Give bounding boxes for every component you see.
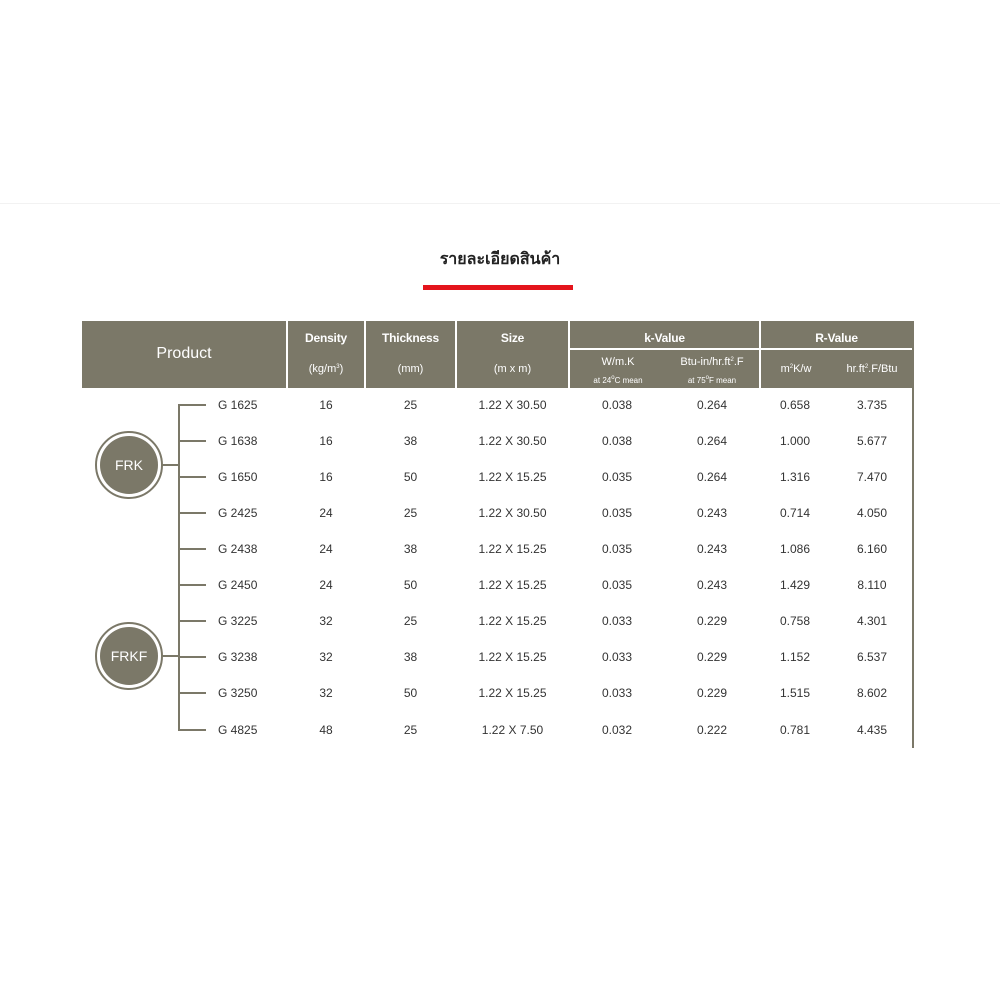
cell-size: 1.22 X 30.50	[478, 434, 547, 448]
cell-k-si: 0.038	[601, 398, 633, 412]
tree-branch	[178, 548, 206, 550]
cell-code: G 2438	[218, 542, 258, 556]
frk-badge-label: FRK	[100, 436, 158, 494]
cell-r-imp: 6.160	[856, 542, 888, 556]
cell-k-imp: 0.243	[696, 506, 728, 520]
header-product: Product	[156, 345, 212, 362]
cell-size: 1.22 X 30.50	[478, 398, 547, 412]
cell-size: 1.22 X 15.25	[478, 650, 547, 664]
tree-trunk	[178, 404, 180, 731]
header-density-unit: $(kg/m^3)$	[308, 363, 344, 375]
cell-size: 1.22 X 15.25	[478, 578, 547, 592]
cell-k-imp: 0.243	[696, 542, 728, 556]
cell-r-imp: 5.677	[856, 434, 888, 448]
cell-thickness: 50	[403, 470, 418, 484]
cell-k-imp: 0.229	[696, 686, 728, 700]
tree-branch	[178, 440, 206, 442]
cell-thickness: 25	[403, 398, 418, 412]
cell-r-imp: 8.110	[857, 578, 887, 592]
cell-k-si: 0.033	[601, 650, 633, 664]
cell-k-imp: 0.264	[696, 470, 728, 484]
cell-code: G 2425	[218, 506, 258, 520]
cell-density: 24	[319, 506, 333, 520]
title-underline	[423, 285, 573, 290]
cell-density: 24	[319, 542, 333, 556]
cell-code: G 1650	[218, 470, 258, 484]
cell-code: G 3238	[218, 650, 258, 664]
tree-branch	[178, 692, 206, 694]
cell-k-si: 0.035	[601, 578, 633, 592]
cell-size: 1.22 X 30.50	[478, 506, 547, 520]
cell-thickness: 38	[403, 542, 418, 556]
cell-r-si: 1.515	[779, 686, 811, 700]
header-r-si: $m^2K/w$	[780, 363, 812, 375]
cell-code: G 1638	[218, 434, 258, 448]
cell-code: G 3250	[218, 686, 258, 700]
cell-code: G 3225	[218, 614, 258, 628]
cell-r-si: 1.000	[779, 434, 811, 448]
cell-thickness: 25	[403, 723, 418, 737]
cell-r-imp: 6.537	[856, 650, 888, 664]
header-k-si: W/m.K	[601, 356, 635, 368]
cell-r-si: 0.714	[779, 506, 811, 520]
cell-k-imp: 0.229	[696, 614, 728, 628]
page-title: รายละเอียดสินค้า	[439, 249, 561, 268]
cell-r-si: 1.086	[779, 542, 811, 556]
header-size: Size	[500, 331, 525, 345]
header-r-imperial: $hr.ft^2.F$/Btu	[846, 363, 898, 375]
cell-k-si: 0.033	[601, 686, 633, 700]
cell-r-si: 0.658	[779, 398, 811, 412]
cell-density: 32	[319, 650, 333, 664]
tree-branch	[178, 729, 206, 731]
header-k-imperial: Btu-$in/hr.ft^2.F$	[680, 356, 744, 368]
cell-thickness: 50	[403, 686, 418, 700]
header-divider	[570, 348, 759, 350]
cell-size: 1.22 X 15.25	[478, 470, 547, 484]
header-k-imperial-note: at 75$^o$F mean	[687, 375, 737, 385]
header-size-unit: (m x m)	[493, 363, 532, 375]
cell-r-imp: 3.735	[856, 398, 888, 412]
cell-r-si: 1.429	[779, 578, 811, 592]
cell-r-si: 0.758	[779, 614, 811, 628]
cell-thickness: 38	[403, 650, 418, 664]
cell-k-imp: 0.229	[696, 650, 728, 664]
cell-code: G 2450	[218, 578, 258, 592]
cell-code: G 1625	[218, 398, 258, 412]
header-thickness: Thickness	[382, 331, 439, 345]
cell-density: 16	[319, 470, 333, 484]
cell-density: 32	[319, 686, 333, 700]
cell-r-imp: 4.301	[856, 614, 888, 628]
cell-size: 1.22 X 7.50	[481, 723, 544, 737]
cell-r-imp: 4.435	[856, 723, 888, 737]
cell-k-si: 0.038	[601, 434, 633, 448]
cell-r-si: 1.316	[779, 470, 811, 484]
cell-thickness: 38	[403, 434, 418, 448]
cell-k-imp: 0.264	[696, 434, 728, 448]
cell-k-imp: 0.243	[696, 578, 728, 592]
cell-k-si: 0.035	[601, 542, 633, 556]
cell-density: 48	[319, 723, 333, 737]
cell-k-si: 0.035	[601, 506, 633, 520]
cell-r-imp: 7.470	[856, 470, 888, 484]
cell-k-si: 0.035	[601, 470, 633, 484]
cell-size: 1.22 X 15.25	[478, 614, 547, 628]
table-right-border	[912, 388, 914, 748]
frkf-badge-label: FRKF	[100, 627, 158, 685]
tree-branch	[178, 620, 206, 622]
cell-density: 16	[319, 398, 333, 412]
cell-k-si: 0.032	[601, 723, 633, 737]
cell-r-si: 1.152	[779, 650, 811, 664]
cell-k-imp: 0.264	[696, 398, 728, 412]
header-k-value: k-Value	[644, 331, 685, 345]
cell-r-imp: 4.050	[856, 506, 888, 520]
cell-thickness: 25	[403, 506, 418, 520]
cell-density: 16	[319, 434, 333, 448]
header-r-value: R-Value	[815, 331, 858, 345]
cell-size: 1.22 X 15.25	[478, 686, 547, 700]
cell-k-imp: 0.222	[696, 723, 728, 737]
tree-branch	[178, 584, 206, 586]
header-divider	[761, 348, 912, 350]
cell-thickness: 25	[403, 614, 418, 628]
tree-branch	[178, 512, 206, 514]
cell-density: 24	[319, 578, 333, 592]
header-thickness-unit: (mm)	[397, 363, 424, 375]
cell-k-si: 0.033	[601, 614, 633, 628]
frk-badge	[95, 431, 163, 499]
header-density: Density	[305, 331, 347, 345]
tree-branch	[178, 476, 206, 478]
tree-branch	[178, 404, 206, 406]
cell-r-si: 0.781	[779, 723, 811, 737]
header-k-si-note: at 24$^o$C mean	[593, 375, 643, 385]
cell-density: 32	[319, 614, 333, 628]
cell-code: G 4825	[218, 723, 258, 737]
cell-size: 1.22 X 15.25	[478, 542, 547, 556]
tree-branch	[178, 656, 206, 658]
top-divider	[0, 203, 1000, 204]
cell-thickness: 50	[403, 578, 418, 592]
cell-r-imp: 8.602	[856, 686, 888, 700]
frkf-badge	[95, 622, 163, 690]
